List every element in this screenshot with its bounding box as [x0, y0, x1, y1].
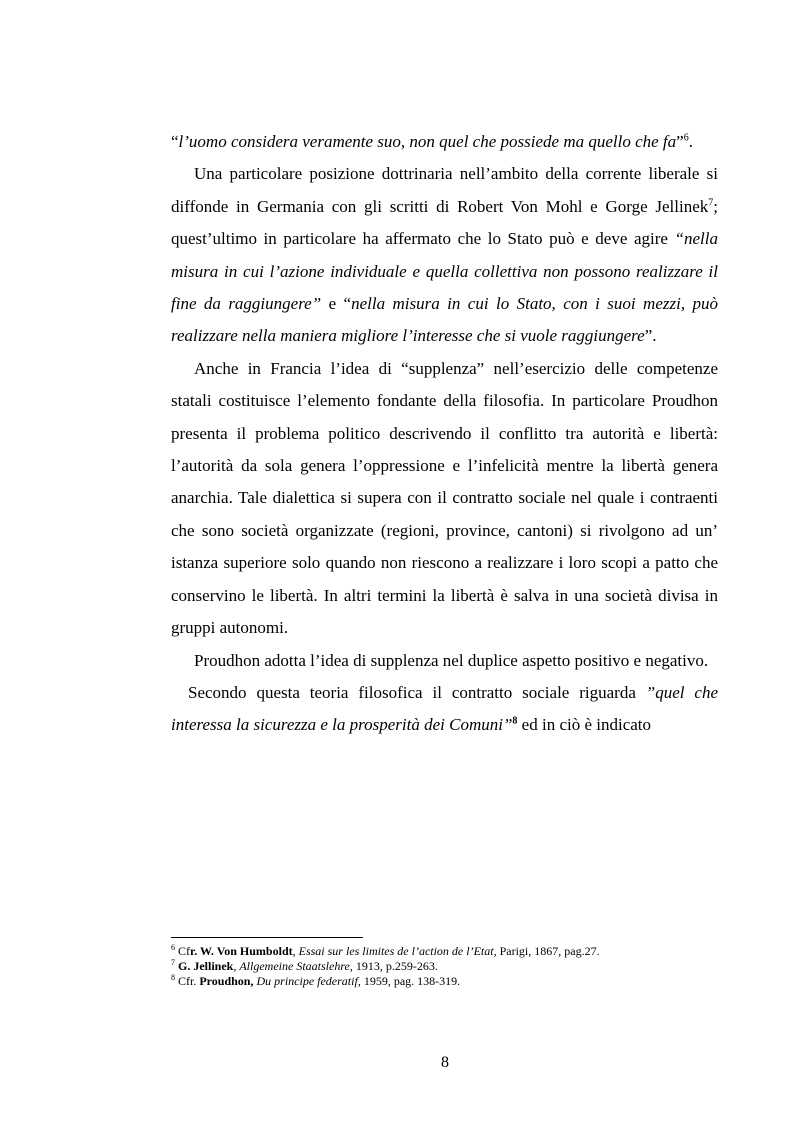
text-span: ed in ciò è indicato	[517, 715, 652, 735]
paragraph-contratto	[171, 677, 718, 742]
page-number: 8	[441, 1054, 449, 1071]
footnotes	[171, 944, 718, 990]
footnote-number: 8	[171, 973, 175, 983]
paragraph-supplenza: Proudhon adotta l’idea di supplenza nel duplice aspetto positivo e negativo.	[194, 650, 709, 670]
body-text	[171, 126, 718, 742]
footnote-7	[171, 959, 718, 974]
text-span: Cfr.	[175, 974, 200, 989]
paragraph-proudhon: Anche in Francia l’idea di “supplenza” nell’esercizio delle competenze statali costituisce l’elemento fondante della filosofia. In particolare Proudhon presenta il problema politico descrivendo il conflitto tra autorità e libertà: l’autorità da sola genera l’oppressione e l’infelicità mentre la libertà genera anarchia. Tale dialettica si supera con il contratto sociale nel quale i contraenti che sono società organizzate (regioni, province, cantoni) si rivolgono ad un’ istanza superiore solo quando non riescono a realizzare i loro scopi a patto che conservino le libertà. In altri termini la libertà è salva in una società divisa in gruppi autonomi.	[171, 358, 718, 638]
footnote-6	[171, 944, 718, 959]
footnote-author: G. Jellinek	[178, 959, 234, 974]
quotation: “nella misura in cui l’azione individuale e quella collettiva non possono realizzare il fine da raggiungere”	[171, 229, 718, 314]
footnote-title: Du principe federatif	[256, 974, 358, 989]
footnote-ref-8: 8	[512, 715, 518, 727]
text-span: Secondo questa teoria filosofica il contratto sociale riguarda	[188, 682, 646, 702]
footnote-title: Allgemeine Staatslehre,	[239, 959, 353, 974]
text-span: Una particolare posizione dottrinaria nell’ambito della corrente liberale si diffonde in Germania con gli scritti di Robert Von Mohl e Gorge Jellinek	[171, 164, 718, 216]
footnote-number: 6	[171, 943, 175, 952]
quote-mark: “	[171, 132, 179, 151]
footnote-8	[171, 974, 718, 989]
text-span: e “	[321, 294, 352, 314]
quotation: ”quel che interessa la sicurezza e la prosperità dei Comuni”	[171, 682, 718, 735]
footnote-ref-7: 7	[708, 197, 714, 209]
footnote-number: 7	[171, 958, 175, 968]
text-span: Parigi, 1867, pag.27.	[496, 944, 600, 958]
quotation: nella misura in cui lo Stato, con i suoi mezzi, può realizzare nella maniera migliore l’interesse che si vuole raggiungere	[171, 294, 718, 346]
text-span: ,	[292, 944, 299, 958]
footnote-title: Essai sur les limites de l’action de l’Etat,	[298, 944, 497, 958]
paragraph-jellinek	[171, 158, 718, 352]
footnote-author: Proudhon,	[199, 974, 254, 989]
text-span: .	[688, 132, 693, 151]
text-span: ”.	[644, 326, 657, 346]
text-span: , 1959, pag. 138-319.	[357, 974, 461, 989]
footnote-separator	[171, 937, 363, 938]
paragraph-continuation	[171, 126, 718, 158]
text-span: Cf	[175, 944, 190, 958]
footnote-author: r. W. Von Humboldt	[190, 944, 293, 958]
quotation: l’uomo considera veramente suo, non quel che possiede ma quello che fa	[178, 132, 677, 151]
text-span: ,	[233, 959, 240, 974]
text-span: ; quest’ultimo in particolare ha affermato che lo Stato può e deve agire	[171, 196, 718, 249]
text-span: 1913, p.259-263.	[352, 959, 438, 974]
footnote-ref-6: 6	[683, 132, 689, 144]
quote-mark: ”	[676, 132, 684, 151]
